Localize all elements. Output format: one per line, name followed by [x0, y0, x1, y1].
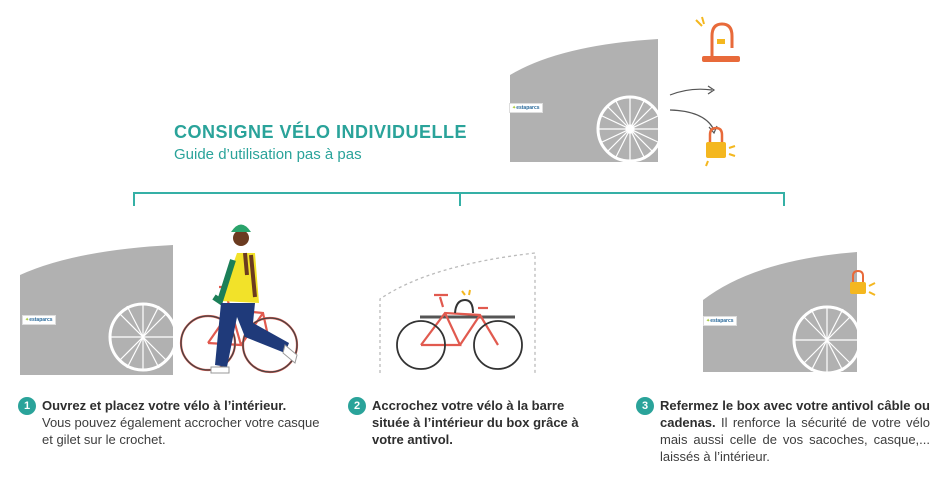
wheel-icon: [598, 97, 662, 161]
guide-title: CONSIGNE VÉLO INDIVIDUELLE: [174, 122, 468, 142]
guide-subtitle: Guide d’utilisation pas à pas: [174, 146, 362, 163]
operator-logo: ✦estaparcs: [703, 316, 737, 326]
step-number-badge: 1: [18, 397, 36, 415]
step-3-title: Refermez le box avec votre antivol câble ou cadenas.: [660, 398, 930, 430]
step-number-badge: 2: [348, 397, 366, 415]
step1-illustration: [15, 205, 315, 385]
step3-illustration: [695, 240, 895, 380]
step-1-title: Ouvrez et placez votre vélo à l’intérieur.: [42, 398, 287, 413]
step-3-description: Il renforce la sécurité de votre vélo mais aussi celle de vos sacoches, casque,... laissés à l’intérieur.: [660, 415, 930, 464]
lock-cable-icon: [455, 300, 473, 313]
step-1-description: Vous pouvez également accrocher votre casque et gilet sur le crochet.: [42, 415, 320, 447]
closed-lock-icon: [700, 126, 740, 168]
step-2-text: [372, 397, 602, 448]
wheel-icon: [794, 307, 860, 373]
open-lock-icon: [690, 14, 750, 69]
closed-lock-icon: [850, 271, 875, 295]
operator-logo: ✦estaparcs: [509, 103, 543, 113]
bike-box-shape: [20, 245, 173, 375]
step-2-title: Accrochez votre vélo à la barre située à l’intérieur du box grâce à votre antivol.: [372, 398, 579, 447]
connector-line-right: [783, 192, 785, 206]
connector-line-left: [133, 192, 135, 206]
operator-logo: ✦estaparcs: [22, 315, 56, 325]
step-1-text: [42, 397, 322, 448]
person-icon: [211, 225, 297, 374]
bike-box-shape: [510, 39, 658, 162]
step2-illustration: [370, 245, 550, 385]
step-3-text: [660, 397, 930, 465]
wheel-icon: [110, 304, 176, 370]
step-number-badge: 3: [636, 397, 654, 415]
connector-line-center: [459, 192, 461, 206]
arrow-up-icon: [670, 89, 712, 95]
